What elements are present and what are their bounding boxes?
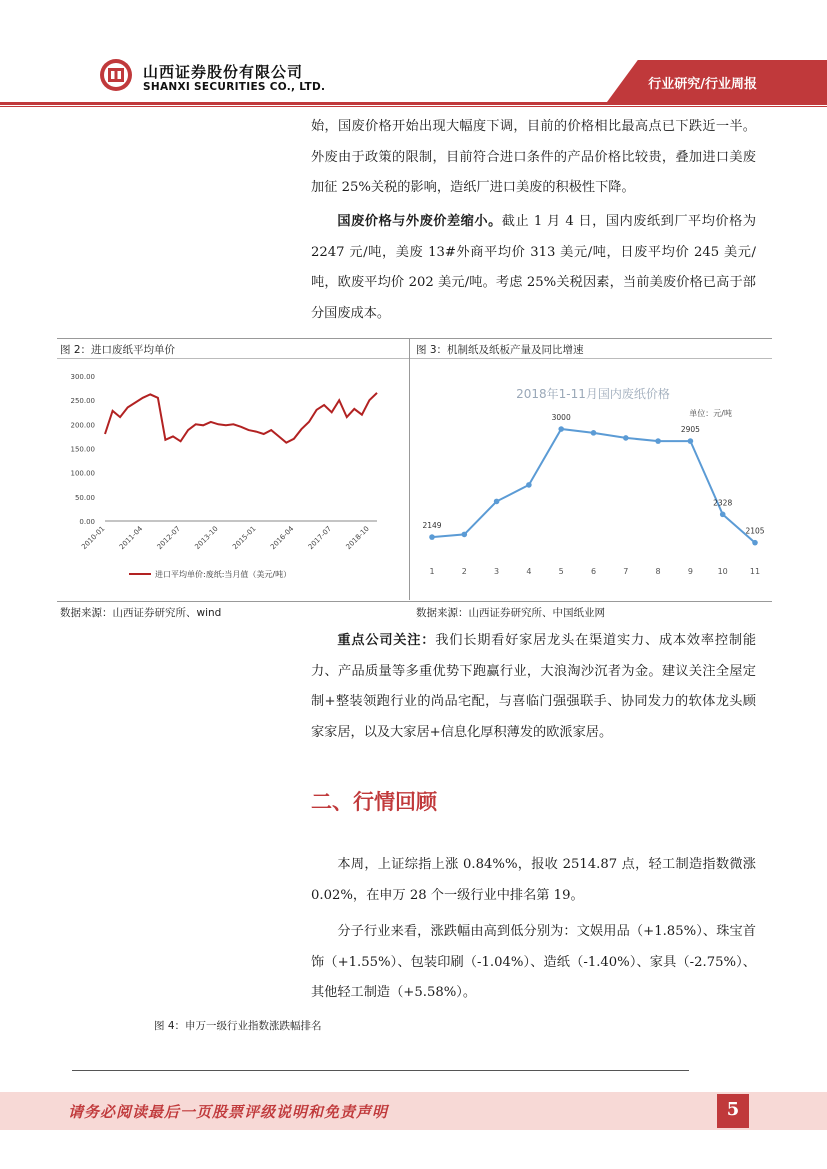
- y-tick-label: 200.00: [70, 421, 95, 430]
- x-tick-label: 2015-01: [231, 524, 258, 552]
- figure-2-source: 数据来源：山西证券研究所、wind: [60, 607, 222, 619]
- x-tick-label: 2012-07: [155, 524, 182, 552]
- data-point: [752, 540, 758, 546]
- x-tick-label: 1: [429, 567, 435, 576]
- chart-import-wastepaper-price: [57, 360, 409, 598]
- x-tick-label: 6: [590, 567, 597, 576]
- unit-label: 单位：元/吨: [689, 409, 732, 418]
- x-tick-label: 5: [558, 567, 564, 576]
- paragraph-2-text: 截止 1 月 4 日，国内废纸到厂平均价格为 2247 元/吨，美废 13#外商平均价 313 美元/吨，日废平均价 245 美元/吨，欧废平均价 202 美元/吨。考虑 25%关税因素，当前美废价格已高于部分国废成本。: [311, 214, 757, 321]
- data-label: 3000: [551, 413, 571, 423]
- paragraph-3-text: 我们长期看好家居龙头在渠道实力、成本效率控制能力、产品质量等多重优势下跑赢行业，大浪淘沙沉者为金。建议关注全屋定制+整装领跑行业的尚品宅配，与喜临门强强联手、协同发力的软体龙头顾家家居，以及大家居+信息化厚积薄发的欧派家居。: [311, 633, 757, 740]
- legend-label: 进口平均单价:废纸:当月值（美元/吨）: [155, 570, 292, 579]
- section-title: 二、行情回顾: [311, 790, 437, 814]
- x-tick-label: 9: [687, 567, 693, 576]
- data-label: 2905: [680, 425, 700, 435]
- paragraph-5: 分子行业来看，涨跌幅由高到低分别为：文娱用品（+1.85%）、珠宝首饰（+1.55%）、包装印刷（-1.04%）、造纸（-1.40%）、家具（-2.75%）、其他轻工制造（+5.58%）。: [311, 924, 756, 1000]
- series-line: [105, 393, 377, 443]
- y-tick-label: 100.00: [70, 469, 95, 478]
- footer-rule: [72, 1070, 689, 1071]
- y-tick-label: 50.00: [74, 493, 95, 502]
- page-number: 5: [726, 1099, 740, 1120]
- x-tick-label: 10: [717, 567, 728, 576]
- x-tick-label: 2013-10: [193, 524, 220, 552]
- x-tick-label: 8: [655, 567, 661, 576]
- y-tick-label: 300.00: [70, 373, 95, 381]
- series-line: [432, 429, 755, 543]
- paragraph-3: [311, 626, 756, 748]
- paragraph-2: [311, 207, 756, 329]
- x-tick-label: 11: [749, 567, 761, 576]
- caption-rule-right: [410, 358, 772, 359]
- company-name-cn: 山西证券股份有限公司: [143, 63, 304, 81]
- header-rule-thin: [0, 106, 827, 107]
- data-point: [526, 482, 532, 488]
- company-name-en: SHANXI SECURITIES CO., LTD.: [143, 81, 326, 93]
- company-logo-icon: [99, 58, 133, 92]
- footer-disclaimer: 请务必阅读最后一页股票评级说明和免责声明: [68, 1103, 389, 1121]
- paragraph-4: 本周，上证综指上涨 0.84%%，报收 2514.87 点，轻工制造指数微涨 0.02%，在申万 28 个一级行业中排名第 19。: [311, 857, 756, 903]
- data-point: [494, 499, 500, 505]
- figure-4-caption: 图 4：申万一级行业指数涨跌幅排名: [154, 1020, 322, 1032]
- x-tick-label: 7: [623, 567, 629, 576]
- y-tick-label: 0.00: [79, 518, 95, 526]
- x-tick-label: 2017-07: [306, 524, 334, 552]
- data-point: [558, 426, 564, 432]
- x-tick-label: 2016-04: [268, 524, 296, 552]
- data-point: [429, 534, 435, 540]
- y-tick-label: 250.00: [70, 397, 95, 406]
- data-label: 2149: [422, 521, 442, 531]
- header-rule: [0, 102, 827, 105]
- caption-rule-left: [57, 358, 409, 359]
- data-point: [655, 438, 661, 444]
- data-label: 2105: [745, 526, 765, 536]
- y-tick-label: 150.00: [70, 445, 95, 454]
- x-tick-label: 4: [526, 567, 532, 576]
- x-tick-label: 2: [461, 567, 467, 576]
- x-tick-label: 2018-10: [344, 524, 371, 552]
- figure-3-caption: 图 3：机制纸及纸板产量及同比增速: [416, 344, 584, 356]
- x-tick-label: 3: [494, 567, 500, 576]
- data-point: [688, 438, 694, 444]
- figure-2-caption: 图 2：进口废纸平均单价: [60, 344, 176, 356]
- data-point: [720, 512, 726, 518]
- paragraph-2-lead: 国废价格与外废价差缩小。: [337, 214, 502, 229]
- data-point: [462, 532, 468, 538]
- data-label: 2328: [713, 498, 733, 508]
- x-tick-label: 2010-01: [80, 524, 107, 552]
- section-tag: 行业研究/行业周报: [648, 77, 757, 92]
- chart-domestic-wastepaper-price: [410, 360, 772, 598]
- x-tick-label: 2011-04: [117, 524, 145, 552]
- data-point: [623, 435, 629, 441]
- data-point: [591, 430, 597, 436]
- figure-3-source: 数据来源：山西证券研究所、中国纸业网: [416, 607, 605, 619]
- paragraph-1: 始，国废价格开始出现大幅度下调，目前的价格相比最高点已下跌近一半。外废由于政策的限制，目前符合进口条件的产品价格比较贵，叠加进口美废加征 25%关税的影响，造纸厂进口美废的积极性下降。: [311, 119, 756, 195]
- page-header: [0, 0, 827, 110]
- chart-title: 2018年1-11月国内废纸价格: [516, 387, 670, 401]
- paragraph-3-lead: 重点公司关注：: [337, 633, 436, 648]
